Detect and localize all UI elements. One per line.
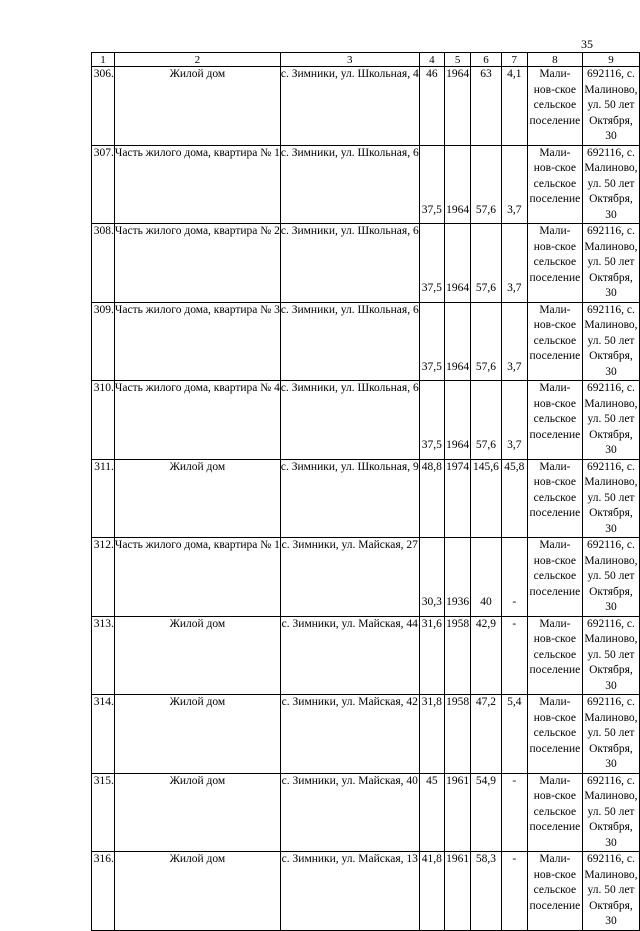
area-value: 37,5 — [419, 302, 444, 381]
postal-address: 692116, с. Малиново, ул. 50 лет Октября, 30 — [582, 145, 639, 224]
postal-address: 692116, с. Малиново, ул. 50 лет Октября, 30 — [582, 302, 639, 381]
living-value: - — [501, 852, 527, 931]
row-number: 313. — [92, 616, 115, 695]
total-value: 47,2 — [471, 695, 501, 774]
object-address: с. Зимники, ул. Майская, 27 — [280, 538, 419, 617]
table-row — [92, 695, 640, 774]
settlement-name: Мали- нов-ское сельское поселение — [527, 224, 582, 303]
settlement-name: Мали- нов-ское сельское поселение — [527, 302, 582, 381]
area-value: 46 — [419, 67, 444, 146]
table-row — [92, 459, 640, 538]
row-number: 309. — [92, 302, 115, 381]
column-header: 4 — [419, 53, 444, 67]
area-value: 37,5 — [419, 145, 444, 224]
object-address: с. Зимники, ул. Школьная, 6 — [280, 381, 419, 460]
total-value: 57,6 — [471, 145, 501, 224]
area-value: 37,5 — [419, 381, 444, 460]
year-value: 1961 — [444, 773, 470, 852]
total-value: 57,6 — [471, 381, 501, 460]
settlement-name: Мали- нов-ское сельское поселение — [527, 852, 582, 931]
settlement-name: Мали- нов-ское сельское поселение — [527, 773, 582, 852]
area-value: 37,5 — [419, 224, 444, 303]
object-name: Жилой дом — [114, 773, 280, 852]
total-value: 58,3 — [471, 852, 501, 931]
area-value: 31,8 — [419, 695, 444, 774]
object-name: Жилой дом — [114, 459, 280, 538]
table-row — [92, 224, 640, 303]
year-value: 1958 — [444, 616, 470, 695]
object-address: с. Зимники, ул. Майская, 13 — [280, 852, 419, 931]
object-name: Часть жилого дома, квартира № 1 — [114, 145, 280, 224]
postal-address: 692116, с. Малиново, ул. 50 лет Октября, 30 — [582, 67, 639, 146]
row-number: 308. — [92, 224, 115, 303]
object-name: Часть жилого дома, квартира № 1 — [114, 538, 280, 617]
total-value: 42,9 — [471, 616, 501, 695]
postal-address: 692116, с. Малиново, ул. 50 лет Октября, 30 — [582, 773, 639, 852]
object-address: с. Зимники, ул. Школьная, 6 — [280, 145, 419, 224]
object-name: Жилой дом — [114, 67, 280, 146]
row-number: 315. — [92, 773, 115, 852]
living-value: 3,7 — [501, 145, 527, 224]
living-value: - — [501, 538, 527, 617]
total-value: 40 — [471, 538, 501, 617]
area-value: 30,3 — [419, 538, 444, 617]
settlement-name: Мали- нов-ское сельское поселение — [527, 538, 582, 617]
year-value: 1964 — [444, 381, 470, 460]
postal-address: 692116, с. Малиново, ул. 50 лет Октября, 30 — [582, 224, 639, 303]
table-row — [92, 538, 640, 617]
object-address: с. Зимники, ул. Школьная, 6 — [280, 302, 419, 381]
row-number: 310. — [92, 381, 115, 460]
column-header: 6 — [471, 53, 501, 67]
living-value: 5,4 — [501, 695, 527, 774]
living-value: 4,1 — [501, 67, 527, 146]
object-address: с. Зимники, ул. Школьная, 6 — [280, 224, 419, 303]
object-address: с. Зимники, ул. Майская, 44 — [280, 616, 419, 695]
column-number-row — [92, 53, 640, 67]
postal-address: 692116, с. Малиново, ул. 50 лет Октября, 30 — [582, 852, 639, 931]
object-name: Часть жилого дома, квартира № 3 — [114, 302, 280, 381]
table-row — [92, 302, 640, 381]
column-header: 1 — [92, 53, 115, 67]
total-value: 54,9 — [471, 773, 501, 852]
object-name: Жилой дом — [114, 695, 280, 774]
postal-address: 692116, с. Малиново, ул. 50 лет Октября, 30 — [582, 695, 639, 774]
postal-address: 692116, с. Малиново, ул. 50 лет Октября, 30 — [582, 381, 639, 460]
column-header: 2 — [114, 53, 280, 67]
total-value: 57,6 — [471, 302, 501, 381]
table-row — [92, 381, 640, 460]
living-value: 3,7 — [501, 224, 527, 303]
table-row — [92, 616, 640, 695]
column-header: 3 — [280, 53, 419, 67]
living-value: 3,7 — [501, 381, 527, 460]
row-number: 307. — [92, 145, 115, 224]
settlement-name: Мали- нов-ское сельское поселение — [527, 695, 582, 774]
object-address: с. Зимники, ул. Майская, 40 — [280, 773, 419, 852]
postal-address: 692116, с. Малиново, ул. 50 лет Октября, 30 — [582, 459, 639, 538]
column-header: 7 — [501, 53, 527, 67]
year-value: 1964 — [444, 67, 470, 146]
settlement-name: Мали- нов-ское сельское поселение — [527, 381, 582, 460]
row-number: 314. — [92, 695, 115, 774]
object-name: Часть жилого дома, квартира № 4 — [114, 381, 280, 460]
year-value: 1961 — [444, 852, 470, 931]
row-number: 306. — [92, 67, 115, 146]
living-value: - — [501, 773, 527, 852]
total-value: 63 — [471, 67, 501, 146]
settlement-name: Мали- нов-ское сельское поселение — [527, 145, 582, 224]
area-value: 48,8 — [419, 459, 444, 538]
column-header: 8 — [527, 53, 582, 67]
object-name: Часть жилого дома, квартира № 2 — [114, 224, 280, 303]
total-value: 145,6 — [471, 459, 501, 538]
settlement-name: Мали- нов-ское сельское поселение — [527, 67, 582, 146]
row-number: 311. — [92, 459, 115, 538]
year-value: 1964 — [444, 302, 470, 381]
object-name: Жилой дом — [114, 616, 280, 695]
year-value: 1964 — [444, 145, 470, 224]
row-number: 312. — [92, 538, 115, 617]
table-row — [92, 773, 640, 852]
year-value: 1958 — [444, 695, 470, 774]
living-value: 45,8 — [501, 459, 527, 538]
row-number: 316. — [92, 852, 115, 931]
year-value: 1936 — [444, 538, 470, 617]
living-value: - — [501, 616, 527, 695]
column-header: 5 — [444, 53, 470, 67]
table-row — [92, 145, 640, 224]
area-value: 45 — [419, 773, 444, 852]
object-name: Жилой дом — [114, 852, 280, 931]
living-value: 3,7 — [501, 302, 527, 381]
column-header: 9 — [582, 53, 639, 67]
settlement-name: Мали- нов-ское сельское поселение — [527, 459, 582, 538]
settlement-name: Мали- нов-ское сельское поселение — [527, 616, 582, 695]
total-value: 57,6 — [471, 224, 501, 303]
area-value: 41,8 — [419, 852, 444, 931]
postal-address: 692116, с. Малиново, ул. 50 лет Октября, 30 — [582, 538, 639, 617]
table-row — [92, 67, 640, 146]
object-address: с. Зимники, ул. Майская, 42 — [280, 695, 419, 774]
table-row — [92, 852, 640, 931]
page-number: 35 — [581, 37, 593, 51]
property-registry-table — [91, 52, 640, 931]
area-value: 31,6 — [419, 616, 444, 695]
object-address: с. Зимники, ул. Школьная, 4 — [280, 67, 419, 146]
year-value: 1974 — [444, 459, 470, 538]
year-value: 1964 — [444, 224, 470, 303]
postal-address: 692116, с. Малиново, ул. 50 лет Октября, 30 — [582, 616, 639, 695]
object-address: с. Зимники, ул. Школьная, 9 — [280, 459, 419, 538]
